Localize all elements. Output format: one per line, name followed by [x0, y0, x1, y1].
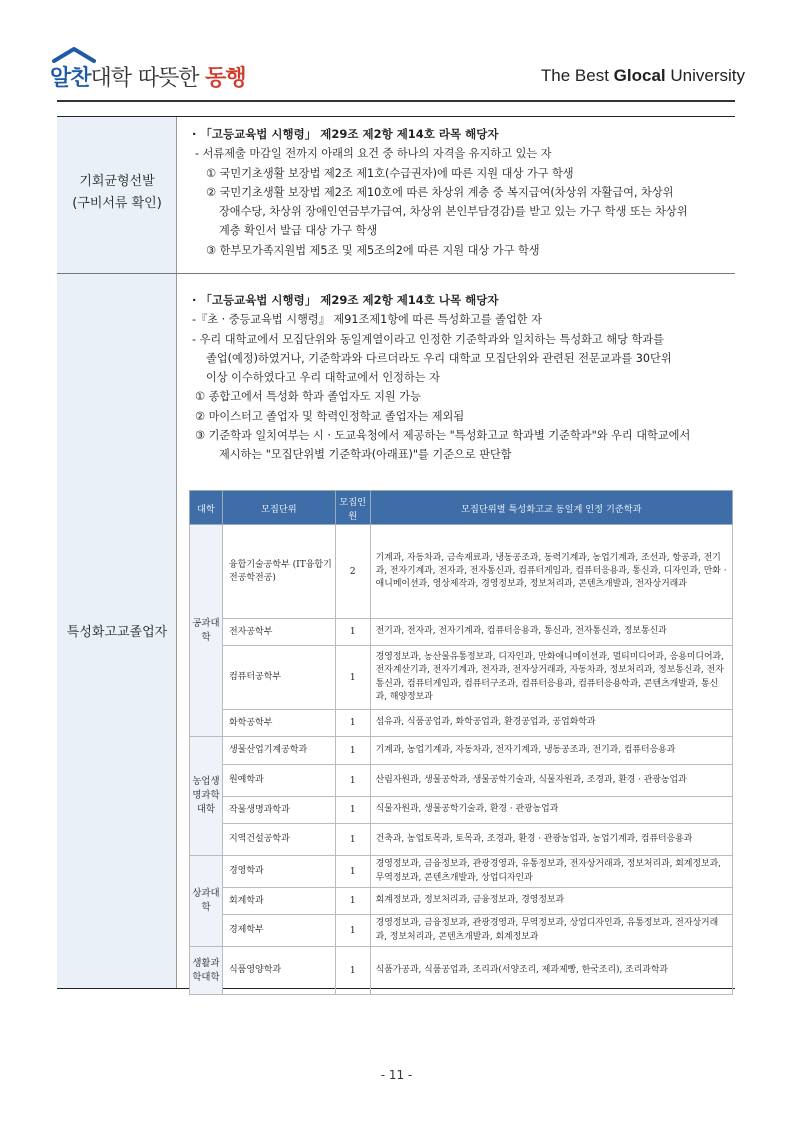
table-row — [190, 797, 733, 824]
category-opportunity-title: 기회균형선발 — [79, 174, 155, 189]
logo-part2: 대학 — [90, 66, 132, 91]
unit-quota: 1 — [335, 710, 370, 737]
unit-quota: 1 — [335, 888, 370, 915]
criteria-item: ② 국민기초생활 보장법 제2조 제10호에 따른 차상위 계층 중 복지급여(차상위 자활급여, 차상위 — [206, 185, 674, 199]
unit-name: 융합기술공학부 (IT융합기전공학전공) — [222, 525, 335, 619]
unit-name: 식품영양학과 — [222, 947, 335, 995]
header-divider — [57, 100, 735, 102]
tagline-pre: The Best — [540, 66, 614, 85]
table-row — [190, 525, 733, 619]
related-depts: 경영정보과, 금융정보과, 관광경영과, 무역정보과, 상업디자인과, 유통정보과, 전자상거래과, 정보처리과, 콘텐츠개발과, 회계정보과 — [370, 915, 732, 947]
criteria-line: -『초 · 중등교육법 시행령』 제91조제1항에 따른 특성화고를 졸업한 자 — [192, 313, 542, 327]
unit-name: 컴퓨터공학부 — [222, 646, 335, 710]
unit-quota: 1 — [335, 737, 370, 765]
college-eng: 공과대학 — [190, 525, 223, 737]
criteria-item-cont: 장애수당, 차상위 장애인연금부가급여, 차상위 본인부담경감)를 받고 있는 가구 학생 또는 차상위 — [219, 205, 688, 219]
criteria-item-cont: 제시하는 "모집단위별 기준학과(아래표)"를 기준으로 판단함 — [219, 448, 512, 462]
category-opportunity — [57, 171, 177, 215]
unit-name: 전자공학부 — [222, 619, 335, 646]
unit-name: 작물생명과학과 — [222, 797, 335, 824]
unit-name: 회계학과 — [222, 888, 335, 915]
related-depts: 식품가공과, 식품공업과, 조리과(서양조리, 제과제빵, 한국조리), 조리과학과 — [370, 947, 732, 995]
table-row — [190, 888, 733, 915]
table-row — [190, 765, 733, 797]
logo-part4: 동행 — [205, 66, 246, 91]
table-row — [190, 856, 733, 888]
unit-quota: 1 — [335, 646, 370, 710]
unit-quota: 1 — [335, 856, 370, 888]
related-depts: 기계과, 자동차과, 금속재료과, 냉동공조과, 동력기계과, 농업기계과, 조선과, 항공과, 전기과, 전자기계과, 전자과, 전자통신과, 컴퓨터게임과, 컴퓨터응용과, 통신과, 디자인과, 만화 · 애니메이션과, 영상제작과, 경영정보과, 정보처리과, 콘텐츠개발과, 전자상거래과 — [370, 525, 732, 619]
related-depts: 전기과, 전자과, 전자기계과, 컴퓨터응용과, 통신과, 전자통신과, 정보통신과 — [370, 619, 732, 646]
table-row — [190, 646, 733, 710]
criteria-item: ① 종합고에서 특성화 학과 졸업자도 지원 가능 — [195, 390, 421, 404]
department-table — [189, 490, 733, 995]
unit-name: 화학공학부 — [222, 710, 335, 737]
vocational-criteria — [192, 291, 732, 465]
tagline-bold: Glocal — [613, 66, 666, 85]
eligibility-table — [57, 116, 735, 989]
page-number: - 11 - — [380, 1068, 413, 1082]
criteria-heading: · 「고등교육법 시행령」 제29조 제2항 제14호 라목 해당자 — [192, 127, 499, 141]
criteria-item: ③ 기준학과 일치여부는 시 · 도교육청에서 제공하는 "특성화고교 학과별 기준학과"와 우리 대학교에서 — [195, 429, 691, 443]
table-row — [190, 619, 733, 646]
category-column — [57, 117, 177, 988]
category-vocational: 특성화고교졸업자 — [66, 625, 168, 640]
criteria-line: - 서류제출 마감일 전까지 아래의 요건 중 하나의 자격을 유지하고 있는 자 — [195, 147, 552, 161]
criteria-item: ① 국민기초생활 보장법 제2조 제1호(수급권자)에 따른 지원 대상 가구 학생 — [206, 166, 574, 180]
header-college: 대학 — [190, 491, 223, 525]
unit-name: 생물산업기계공학과 — [222, 737, 335, 765]
college-agri: 농업생명과학대학 — [190, 737, 223, 856]
header-unit: 모집단위 — [222, 491, 335, 525]
header-related: 모집단위별 특성화고교 동일계 인정 기준학과 — [370, 491, 732, 525]
row-divider — [57, 273, 735, 274]
unit-quota: 1 — [335, 797, 370, 824]
college-life: 생활과학대학 — [190, 947, 223, 995]
related-depts: 건축과, 농업토목과, 토목과, 조경과, 환경 · 관광농업과, 농업기계과, 컴퓨터응용과 — [370, 824, 732, 856]
related-depts: 산림자원과, 생물공학과, 생물공학기술과, 식물자원과, 조경과, 환경 · 관광농업과 — [370, 765, 732, 797]
unit-quota: 1 — [335, 765, 370, 797]
criteria-item: ③ 한부모가족지원법 제5조 및 제5조의2에 따른 지원 대상 가구 학생 — [206, 243, 540, 257]
related-depts: 경영정보과, 금융정보과, 관광경영과, 유통정보과, 전자상거래과, 정보처리과, 회계정보과, 무역정보과, 콘텐츠개발과, 상업디자인과 — [370, 856, 732, 888]
unit-name: 원예학과 — [222, 765, 335, 797]
unit-quota: 1 — [335, 619, 370, 646]
unit-name: 지역건설공학과 — [222, 824, 335, 856]
related-depts: 회계정보과, 정보처리과, 금융정보과, 경영정보과 — [370, 888, 732, 915]
related-depts: 섬유과, 식품공업과, 화학공업과, 환경공업과, 공업화학과 — [370, 710, 732, 737]
criteria-item: ② 마이스터고 졸업자 및 학력인정학교 졸업자는 제외됨 — [195, 409, 465, 423]
criteria-line-cont: 이상 이수하였다고 우리 대학교에서 인정하는 자 — [206, 371, 440, 385]
criteria-item-cont: 계층 확인서 발급 대상 가구 학생 — [219, 224, 378, 238]
header-quota: 모집인원 — [335, 491, 370, 525]
page-header — [0, 0, 793, 110]
unit-name: 경영학과 — [222, 856, 335, 888]
unit-quota: 2 — [335, 525, 370, 619]
tagline-post: University — [665, 66, 745, 85]
related-depts: 식물자원과, 생물공학기술과, 환경 · 관광농업과 — [370, 797, 732, 824]
table-row — [190, 915, 733, 947]
unit-quota: 1 — [335, 947, 370, 995]
unit-name: 경제학부 — [222, 915, 335, 947]
logo-part3: 따뜻한 — [137, 66, 199, 91]
related-depts: 기계과, 농업기계과, 자동차과, 전자기계과, 냉동공조과, 전기과, 컴퓨터응용과 — [370, 737, 732, 765]
table-row — [190, 824, 733, 856]
category-opportunity-note: (구비서류 확인) — [72, 196, 162, 211]
criteria-line: - 우리 대학교에서 모집단위와 동일계열이라고 인정한 기준학과와 일치하는 특성화고 해당 학과를 — [192, 332, 664, 346]
table-row — [190, 710, 733, 737]
table-row — [190, 947, 733, 995]
opportunity-criteria — [192, 125, 732, 260]
unit-quota: 1 — [335, 824, 370, 856]
unit-quota: 1 — [335, 915, 370, 947]
table-row — [190, 737, 733, 765]
criteria-heading: · 「고등교육법 시행령」 제29조 제2항 제14호 나목 해당자 — [192, 293, 499, 307]
logo-slogan — [50, 61, 246, 92]
table-header-row — [190, 491, 733, 525]
college-biz: 상과대학 — [190, 856, 223, 947]
tagline — [541, 66, 745, 86]
related-depts: 경영정보과, 농산물유통정보과, 디자인과, 만화애니메이션과, 멀티미디어과, 응용미디어과, 전자계산기과, 전자기계과, 전자과, 전자상거래과, 자동차과, 정보처리과, 정보통신과, 전자통신과, 컴퓨터게임과, 컴퓨터구조과, 컴퓨터응용과, 컴퓨터응용학과, 콘텐츠개발과, 통신과, 해양정보과 — [370, 646, 732, 710]
criteria-line-cont: 졸업(예정)하였거나, 기준학과와 다르더라도 우리 대학교 모집단위와 관련된 전문교과를 30단위 — [206, 351, 672, 365]
logo-part1: 알찬 — [50, 66, 91, 91]
